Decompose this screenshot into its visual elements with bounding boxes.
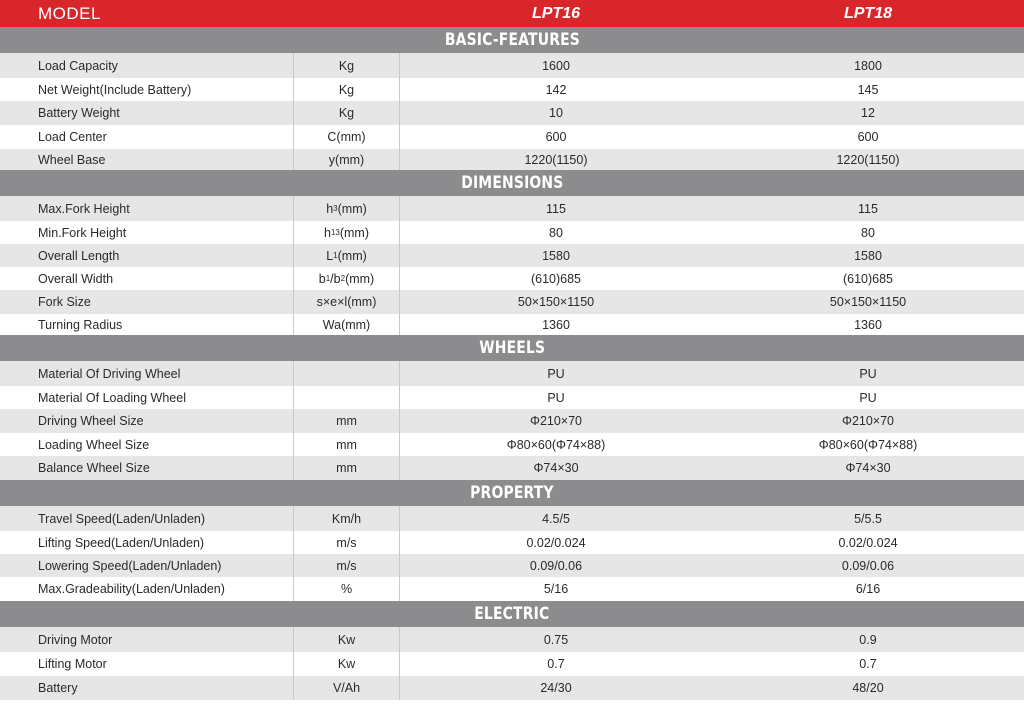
model-name-lpt16: LPT16 (531, 4, 580, 22)
table-row (0, 78, 1024, 101)
section-title-text: PROPERTY (470, 483, 554, 503)
spec-label: Max.Gradeability(Laden/Unladen) (0, 577, 294, 601)
spec-value-lpt16: PU (547, 390, 565, 405)
table-header (0, 0, 1024, 27)
spec-value-lpt16: 142 (545, 82, 567, 97)
spec-value-lpt18: 600 (857, 130, 879, 144)
spec-label: Driving Wheel Size (0, 409, 294, 433)
spec-value-lpt18: 115 (858, 201, 878, 216)
table-row (0, 676, 1024, 700)
spec-unit: mm (294, 456, 400, 480)
model-name-lpt18: LPT18 (843, 4, 892, 22)
spec-unit: h 3 (mm) (294, 196, 400, 221)
spec-value-lpt18: 0.02/0.024 (838, 535, 898, 550)
spec-value-lpt16: 600 (545, 130, 567, 144)
spec-value-lpt16: 5/16 (543, 582, 569, 596)
spec-value-lpt16: 1360 (542, 317, 570, 332)
section-title-wheels (0, 335, 1024, 361)
spec-sections (0, 27, 1024, 700)
section-title-electric (0, 601, 1024, 627)
spec-value-lpt16: 0.09/0.06 (529, 558, 583, 573)
spec-unit: C(mm) (294, 125, 400, 149)
table-row (0, 577, 1024, 601)
spec-value-lpt18: 5/5.5 (854, 511, 882, 526)
spec-unit: Kg (294, 101, 400, 125)
table-row (0, 196, 1024, 221)
spec-value-lpt18: PU (859, 366, 877, 381)
table-row (0, 314, 1024, 335)
spec-value-lpt16: (610)685 (530, 271, 582, 286)
spec-value-lpt18: PU (859, 390, 877, 405)
spec-unit: m/s (294, 531, 400, 554)
spec-value-lpt16: Φ74×30 (533, 461, 579, 475)
spec-unit: h 13 (mm) (294, 221, 400, 244)
spec-label: Max.Fork Height (0, 196, 294, 221)
table-row (0, 433, 1024, 456)
spec-unit: b 1 /b 2 (mm) (294, 267, 400, 290)
spec-value-lpt18: 145 (857, 82, 879, 97)
table-row (0, 386, 1024, 409)
spec-unit: Kg (294, 78, 400, 101)
table-row (0, 244, 1024, 267)
spec-unit: % (294, 577, 400, 601)
spec-label: Lifting Motor (0, 652, 294, 676)
spec-label: Travel Speed(Laden/Unladen) (0, 506, 294, 531)
spec-label: Fork Size (0, 290, 294, 314)
spec-unit: V/Ah (294, 676, 400, 700)
spec-label: Loading Wheel Size (0, 433, 294, 456)
spec-label: Turning Radius (0, 314, 294, 335)
spec-value-lpt18: (610)685 (842, 271, 894, 286)
section-title-text: WHEELS (478, 338, 545, 358)
section-title-text: BASIC-FEATURES (444, 30, 580, 50)
table-row (0, 627, 1024, 652)
spec-value-lpt18: Φ74×30 (845, 461, 891, 475)
table-row (0, 290, 1024, 314)
spec-label: Wheel Base (0, 149, 294, 170)
spec-unit: Kw (294, 627, 400, 652)
spec-label: Lifting Speed(Laden/Unladen) (0, 531, 294, 554)
spec-unit: Km/h (294, 506, 400, 531)
spec-label: Material Of Loading Wheel (0, 386, 294, 409)
spec-unit: y(mm) (294, 149, 400, 170)
spec-value-lpt16: 1220(1150) (524, 152, 588, 167)
spec-value-lpt18: 48/20 (852, 681, 884, 695)
table-row (0, 456, 1024, 480)
spec-value-lpt16: 0.75 (543, 632, 569, 647)
spec-value-lpt16: 4.5/5 (542, 511, 570, 526)
spec-value-lpt16: 1580 (542, 248, 570, 263)
spec-label: Overall Length (0, 244, 294, 267)
spec-label: Overall Width (0, 267, 294, 290)
spec-unit: Kw (294, 652, 400, 676)
table-row (0, 409, 1024, 433)
spec-value-lpt18: Φ80×60(Φ74×88) (818, 437, 918, 452)
spec-value-lpt16: 115 (546, 201, 566, 216)
spec-value-lpt18: 1360 (854, 317, 882, 332)
spec-label: Load Center (0, 125, 294, 149)
table-row (0, 53, 1024, 78)
table-row (0, 361, 1024, 386)
spec-unit (294, 386, 400, 409)
spec-label: Battery Weight (0, 101, 294, 125)
spec-label: Driving Motor (0, 627, 294, 652)
spec-unit: mm (294, 409, 400, 433)
spec-value-lpt16: 1600 (542, 58, 570, 73)
spec-value-lpt16: 0.02/0.024 (526, 535, 586, 550)
section-title-text: DIMENSIONS (460, 173, 564, 193)
spec-label: Battery (0, 676, 294, 700)
spec-value-lpt18: 0.09/0.06 (841, 558, 895, 573)
spec-unit: Kg (294, 53, 400, 78)
table-row (0, 531, 1024, 554)
spec-value-lpt16: 80 (549, 225, 563, 240)
spec-value-lpt18: 6/16 (855, 582, 881, 596)
table-row (0, 149, 1024, 170)
spec-value-lpt18: 1800 (854, 58, 882, 73)
spec-value-lpt16: 10 (549, 106, 563, 120)
spec-value-lpt16: Φ80×60(Φ74×88) (506, 437, 606, 452)
table-row (0, 267, 1024, 290)
model-header-label: MODEL (38, 3, 101, 23)
table-row (0, 221, 1024, 244)
spec-unit: m/s (294, 554, 400, 577)
spec-unit: s×e×l(mm) (294, 290, 400, 314)
section-title-text: ELECTRIC (474, 604, 550, 624)
spec-value-lpt18: 80 (861, 225, 875, 240)
table-row (0, 101, 1024, 125)
spec-value-lpt16: 0.7 (547, 657, 565, 671)
spec-value-lpt18: 0.9 (859, 632, 877, 647)
spec-value-lpt16: 50×150×1150 (517, 295, 595, 309)
spec-value-lpt16: 24/30 (540, 681, 572, 695)
table-row (0, 652, 1024, 676)
spec-value-lpt18: 1580 (854, 248, 882, 263)
spec-label: Material Of Driving Wheel (0, 361, 294, 386)
section-title-basic-features (0, 27, 1024, 53)
table-row (0, 554, 1024, 577)
table-row (0, 506, 1024, 531)
spec-value-lpt16: Φ210×70 (529, 414, 583, 428)
spec-unit: Wa(mm) (294, 314, 400, 335)
spec-label: Load Capacity (0, 53, 294, 78)
spec-value-lpt18: 50×150×1150 (829, 295, 907, 309)
spec-value-lpt18: 1220(1150) (836, 152, 900, 167)
spec-unit (294, 361, 400, 386)
section-title-property (0, 480, 1024, 506)
spec-label: Net Weight(Include Battery) (0, 78, 294, 101)
spec-value-lpt18: 0.7 (859, 657, 877, 671)
section-title-dimensions (0, 170, 1024, 196)
spec-label: Min.Fork Height (0, 221, 294, 244)
spec-unit: mm (294, 433, 400, 456)
spec-value-lpt18: Φ210×70 (841, 414, 895, 428)
spec-label: Lowering Speed(Laden/Unladen) (0, 554, 294, 577)
spec-label: Balance Wheel Size (0, 456, 294, 480)
spec-value-lpt16: PU (547, 366, 565, 381)
spec-unit: L 1 (mm) (294, 244, 400, 267)
spec-value-lpt18: 12 (861, 106, 875, 120)
table-row (0, 125, 1024, 149)
